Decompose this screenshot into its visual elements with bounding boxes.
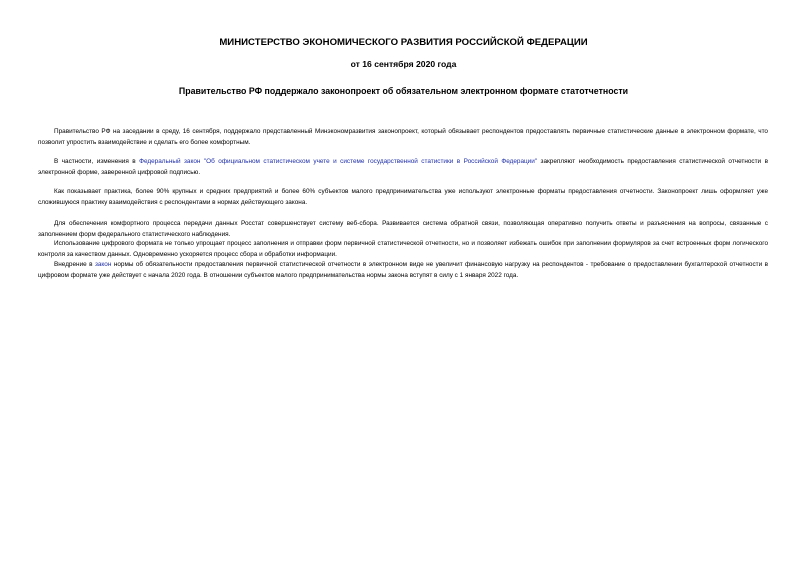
- federal-law-link[interactable]: Федеральный закон "Об официальном статистическом учете и системе государственной статистики в Российской Федерации": [139, 158, 538, 165]
- paragraph-1: Правительство РФ на заседании в среду, 16 сентября, поддержало представленный Минэкономразвития законопроект, который обязывает респондентов предоставлять первичные статистические данные в электронном формате, что позволит упростить взаимодействие и сделать его более комфортным.: [38, 128, 768, 146]
- paragraph-6-text-end: нормы об обязательности предоставления первичной статистической отчетности в электронном виде не увеличит финансовую нагрузку на респондентов - требование о предоставлении бухгалтерской отчетности в цифровом формате уже действует с начала 2020 года. В отношении субъектов малого предпринимательства нормы закона вступят в силу с 1 января 2022 года.: [38, 261, 768, 279]
- paragraph-6-text-start: Внедрение в: [54, 261, 95, 268]
- paragraph-5: Использование цифрового формата не только упрощает процесс заполнения и отправки форм первичной статистической отчетности, но и позволяет избежать ошибок при заполнении формуляров за счет встроенных форм логического контроля за качеством данных. Одновременно ускоряется процесс сбора и обработки информации.: [38, 240, 768, 258]
- paragraph-6: [38, 259, 768, 281]
- paragraph-3: Как показывает практика, более 90% крупных и средних предприятий и более 60% субъектов малого предпринимательства уже используют электронные форматы предоставления отчетности. Законопроект лишь оформляет уже сложившуюся практику взаимодействия с респондентами в нормах действующего закона.: [38, 188, 768, 206]
- document-title: Правительство РФ поддержало законопроект об обязательном электронном формате статотчетности: [178, 86, 629, 96]
- paragraph-2: [38, 156, 768, 178]
- law-link[interactable]: закон: [94, 261, 112, 268]
- document-date: от 16 сентября 2020 года: [350, 59, 457, 69]
- paragraph-2-text-start: В частности, изменения в: [54, 158, 140, 165]
- paragraph-4: Для обеспечения комфортного процесса передачи данных Росстат совершенствует систему веб-сбора. Развивается система обратной связи, позволяющая оперативно получить ответы и разъяснения на вопросы, связанные с заполнением форм федерального статистического наблюдения.: [38, 220, 768, 238]
- ministry-heading: МИНИСТЕРСТВО ЭКОНОМИЧЕСКОГО РАЗВИТИЯ РОССИЙСКОЙ ФЕДЕРАЦИИ: [219, 37, 588, 48]
- paragraph-2-text-end: закрепляют необходимость предоставления статистической отчетности в электронной форме, заверенной цифровой подписью.: [38, 158, 768, 176]
